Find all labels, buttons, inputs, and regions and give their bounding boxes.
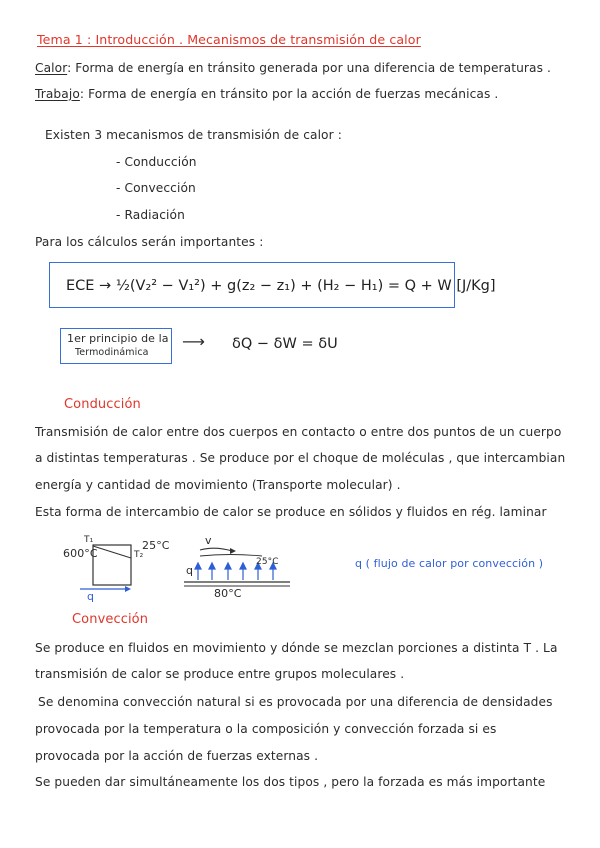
- conduccion-line: energía y cantidad de movimiento (Transporte molecular) .: [35, 478, 401, 492]
- convection-note: q ( flujo de calor por convección ): [355, 557, 544, 570]
- conveccion-line: provocada por la temperatura o la composición y convección forzada si es: [35, 722, 497, 736]
- conduccion-line: Esta forma de intercambio de calor se produce en sólidos y fluidos en rég. laminar: [35, 505, 547, 519]
- t1-label: T₁: [84, 535, 94, 545]
- conduccion-line: Transmisión de calor entre dos cuerpos en contacto o entre dos puntos de un cuerpo: [35, 425, 562, 439]
- right-arrow-icon: ⟶: [182, 332, 206, 351]
- conveccion-line: Se denomina convección natural si es provocada por una diferencia de densidades: [38, 695, 553, 709]
- t2-label: T₂: [134, 550, 144, 560]
- calc-intro: Para los cálculos serán importantes :: [35, 235, 264, 249]
- q-label: q: [87, 590, 95, 603]
- principle-line2: Termodinámica: [75, 347, 149, 358]
- trabajo-text: : Forma de energía en tránsito por la acción de fuerzas mecánicas .: [79, 87, 499, 101]
- heading-conveccion: Convección: [72, 612, 149, 627]
- mechanism-item: - Convección: [116, 181, 196, 195]
- principle-formula: δQ − δW = δU: [232, 336, 338, 352]
- mechanism-item: - Conducción: [116, 155, 197, 169]
- calor-text: : Forma de energía en tránsito generada por una diferencia de temperaturas .: [67, 61, 551, 75]
- heading-conduccion: Conducción: [64, 397, 141, 412]
- conduccion-line: a distintas temperaturas . Se produce por el choque de moléculas , que intercambian: [35, 451, 566, 465]
- principle-line1: 1er principio de la: [67, 332, 169, 345]
- velocity-label: v: [205, 534, 212, 547]
- conveccion-line: provocada por la acción de fuerzas externas .: [35, 749, 319, 763]
- temperature-profile-line: [93, 546, 131, 558]
- velocity-arrow: [200, 548, 232, 551]
- wall-block: [93, 545, 131, 585]
- page-title: Tema 1 : Introducción . Mecanismos de transmisión de calor: [37, 32, 421, 47]
- temp-left-label: 600°C: [63, 547, 98, 560]
- conveccion-line: transmisión de calor se produce entre grupos moleculares .: [35, 667, 405, 681]
- velocity-arrow-head: [230, 548, 236, 554]
- conv-q-label: q: [186, 564, 194, 577]
- conveccion-line: Se pueden dar simultáneamente los dos tipos , pero la forzada es más importante: [35, 775, 546, 789]
- heat-flow-arrow-head: [125, 586, 131, 592]
- flow-line: [200, 555, 262, 557]
- fluid-temp-label: 25°C: [256, 557, 279, 567]
- temp-right-label: 25°C: [142, 539, 170, 552]
- mechanisms-intro: Existen 3 mecanismos de transmisión de calor :: [45, 128, 342, 142]
- calor-term: Calor: [35, 61, 68, 75]
- trabajo-term: Trabajo: [35, 87, 80, 101]
- conveccion-line: Se produce en fluidos en movimiento y dónde se mezclan porciones a distinta T . La: [35, 641, 558, 655]
- plate-temp-label: 80°C: [214, 587, 242, 600]
- mechanism-item: - Radiación: [116, 208, 185, 222]
- ece-formula: ECE → ½(V₂² − V₁²) + g(z₂ − z₁) + (H₂ − H₁) = Q + W [J/Kg]: [66, 278, 496, 294]
